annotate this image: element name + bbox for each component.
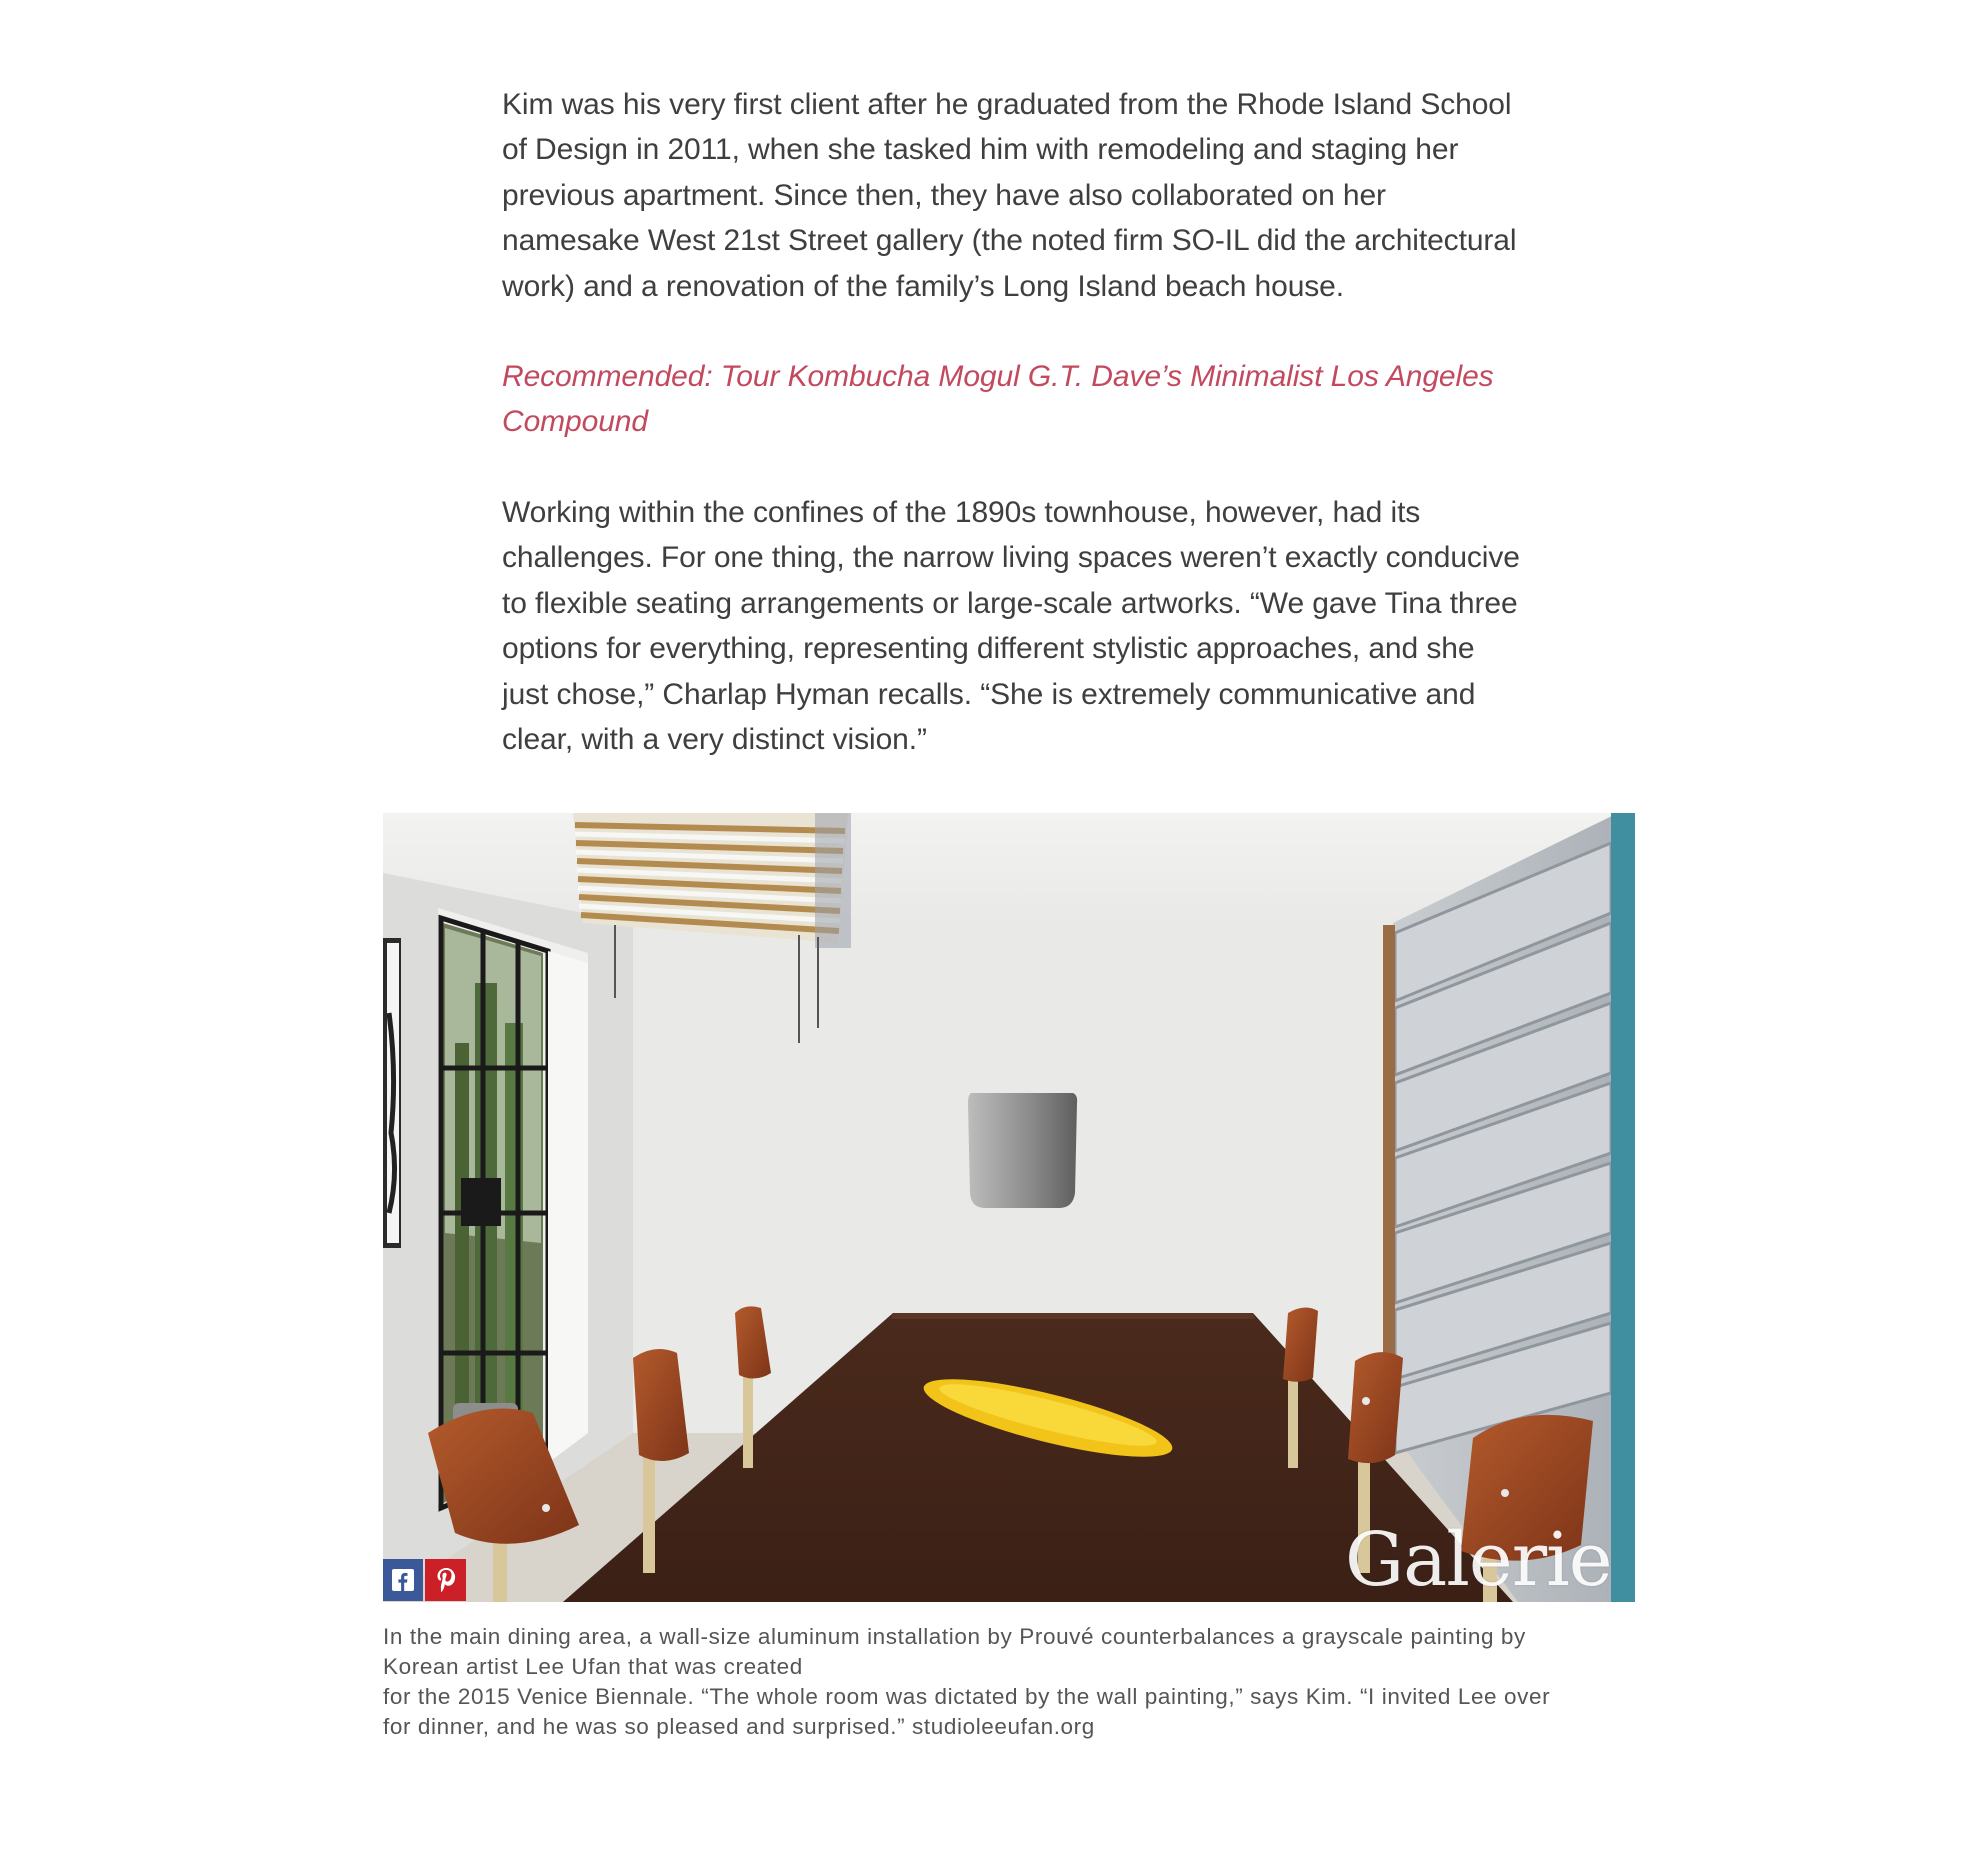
pinterest-icon [435,1567,457,1593]
facebook-share-button[interactable] [383,1559,423,1601]
caption-line: for the 2015 Venice Biennale. “The whole room was dictated by the wall painting,” says Kim. “I invited Lee over [383,1684,1551,1709]
pinterest-share-button[interactable] [425,1559,466,1601]
facebook-icon [392,1569,414,1591]
caption-line: for dinner, and he was so pleased and surprised.” studioleeufan.org [383,1714,1095,1739]
recommended-link[interactable]: Recommended: Tour Kombucha Mogul G.T. Dave’s Minimalist Los Angeles Compound [502,360,1494,439]
photo-caption [383,1622,1643,1742]
galerie-watermark: Galerie [1345,1517,1612,1603]
recommended-block [502,354,1522,445]
photo-illustration [383,813,1635,1602]
article-paragraph [502,82,1522,309]
caption-line: Korean artist Lee Ufan that was created [383,1654,803,1679]
article-paragraph [502,490,1522,762]
paragraph-text: Working within the confines of the 1890s townhouse, however, had its challenges. For one thing, the narrow living spaces weren’t exactly conducive to flexible seating arrangements or large-scale artworks. “We gave Tina three options for everything, representing different stylistic approaches, and she just chose,” Charlap Hyman recalls. “She is extremely communicative and clear, with a very distinct vision.” [502,496,1520,757]
paragraph-text: Kim was his very first client after he graduated from the Rhode Island School of Design in 2011, when she tasked him with remodeling and staging her previous apartment. Since then, they have also collaborated on her namesake West 21st Street gallery (the noted firm SO-IL did the architectural work) and a renovation of the family’s Long Island beach house. [502,88,1517,303]
dining-room-photo [383,813,1635,1602]
caption-line: In the main dining area, a wall-size aluminum installation by Prouvé counterbalances a grayscale painting by [383,1624,1526,1649]
